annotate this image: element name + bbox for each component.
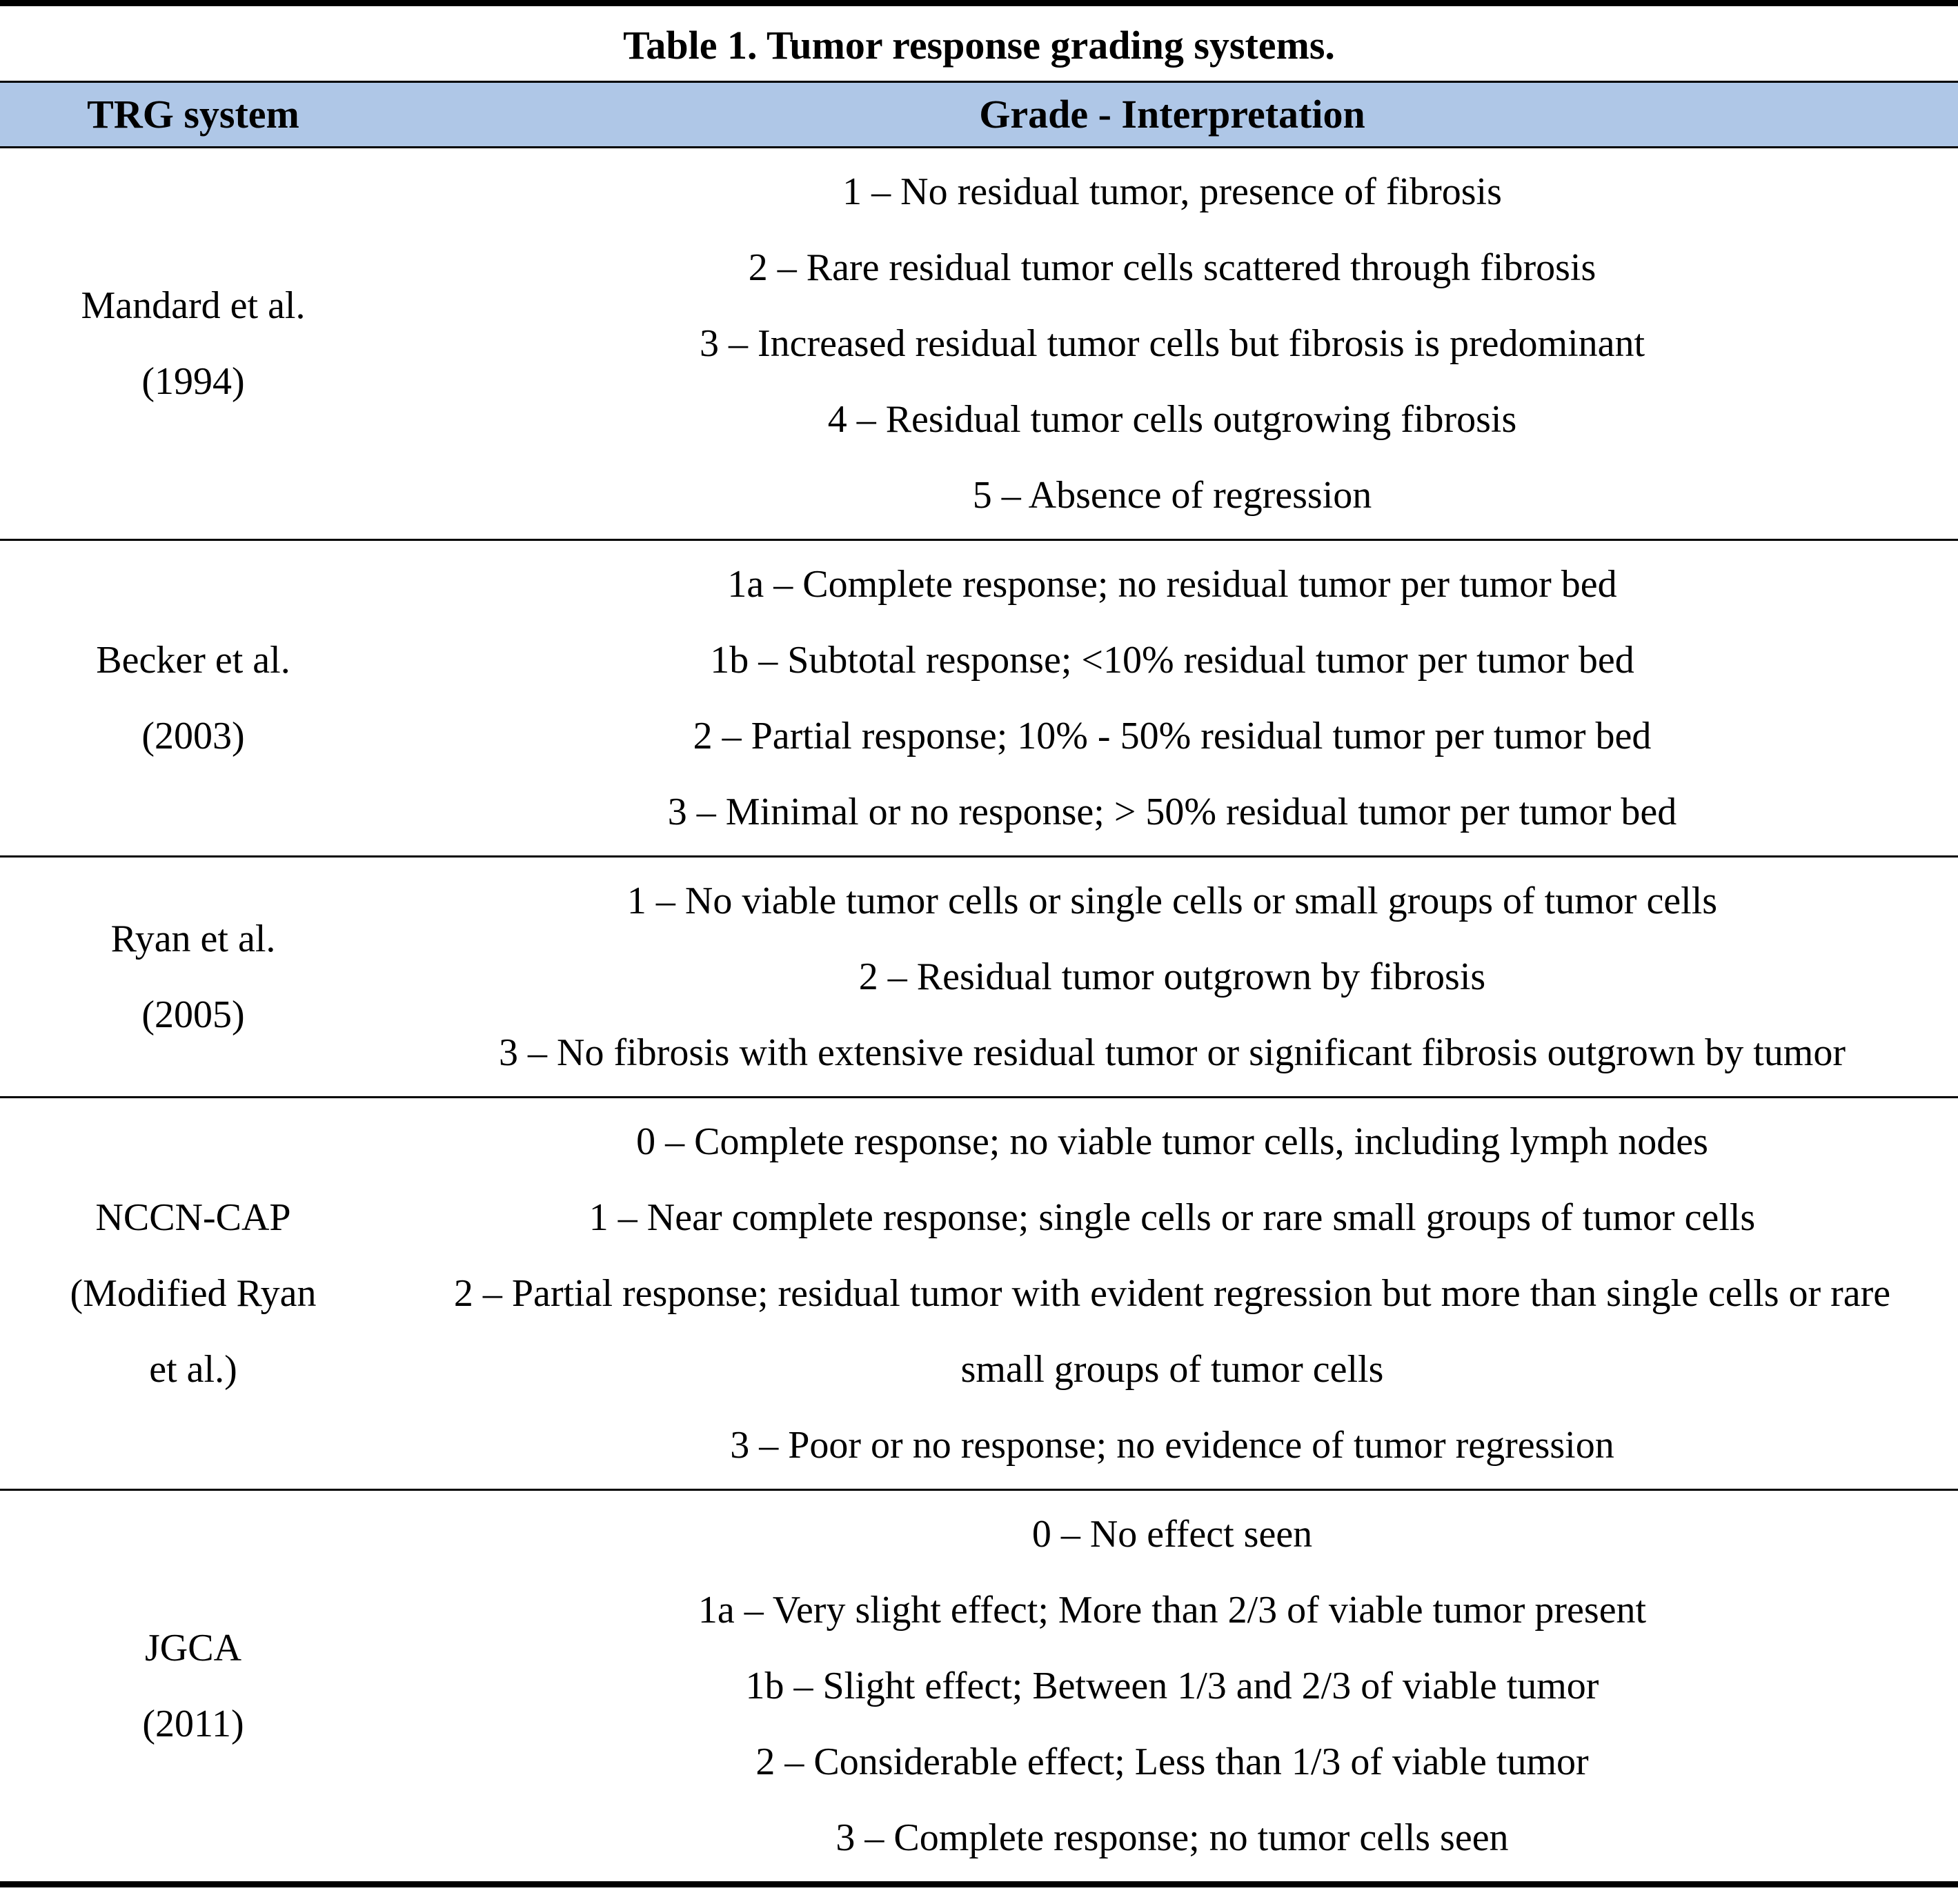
system-line: (2003) [141,715,245,757]
system-line: (2011) [142,1703,244,1745]
grades-cell [386,148,1958,540]
system-cell [0,540,386,857]
grades-cell [386,1098,1958,1490]
grade-line: 1b – Slight effect; Between 1/3 and 2/3 of viable tumor [745,1665,1599,1707]
system-cell [0,857,386,1098]
grade-line: 1 – No viable tumor cells or single cells or small groups of tumor cells [626,880,1718,922]
system-line: Mandard et al. [81,284,306,327]
table-row [0,148,1958,540]
grades-cell [386,1490,1958,1885]
table-row [0,1098,1958,1490]
column-header-trg-system: TRG system [0,82,386,148]
system-line: Becker et al. [96,639,290,682]
system-line: NCCN-CAP [95,1196,291,1239]
system-line: et al.) [149,1348,237,1391]
system-cell [0,1490,386,1885]
grade-line: 0 – Complete response; no viable tumor cells, including lymph nodes [636,1120,1708,1163]
grade-line: 1a – Complete response; no residual tumor per tumor bed [727,563,1617,606]
grades-cell [386,857,1958,1098]
grade-line: 2 – Partial response; residual tumor with evident regression but more than single cells or rare small groups of tumor cells [453,1272,1891,1391]
grade-line: 2 – Considerable effect; Less than 1/3 of viable tumor [755,1741,1589,1783]
system-line: JGCA [144,1627,242,1669]
grade-line: 1 – Near complete response; single cells or rare small groups of tumor cells [589,1196,1756,1239]
system-line: (2005) [141,993,245,1036]
grade-line: 3 – Increased residual tumor cells but fibrosis is predominant [699,322,1645,365]
system-line: (1994) [141,360,245,403]
table-row [0,857,1958,1098]
column-header-grade-interpretation: Grade - Interpretation [386,82,1958,148]
grades-cell [386,540,1958,857]
table-title-row [0,3,1958,82]
system-line: Ryan et al. [110,918,276,960]
table-title: Table 1. Tumor response grading systems. [0,3,1958,82]
system-cell [0,1098,386,1490]
grade-line: 1a – Very slight effect; More than 2/3 of viable tumor present [698,1589,1647,1632]
table-row [0,540,1958,857]
grade-line: 2 – Residual tumor outgrown by fibrosis [858,955,1486,998]
grade-line: 3 – Poor or no response; no evidence of tumor regression [730,1424,1614,1467]
grade-line: 3 – Minimal or no response; > 50% residual tumor per tumor bed [667,791,1677,833]
grade-line: 3 – Complete response; no tumor cells seen [835,1816,1509,1859]
table-body [0,148,1958,1885]
grade-line: 2 – Partial response; 10% - 50% residual tumor per tumor bed [693,715,1652,757]
grade-line: 1 – No residual tumor, presence of fibrosis [842,170,1502,213]
grade-line: 1b – Subtotal response; <10% residual tumor per tumor bed [710,639,1634,682]
system-cell [0,148,386,540]
table-row [0,1490,1958,1885]
grade-line: 0 – No effect seen [1031,1513,1313,1556]
system-line: (Modified Ryan [70,1272,317,1315]
grade-line: 4 – Residual tumor cells outgrowing fibrosis [827,398,1517,441]
grade-line: 5 – Absence of regression [972,474,1372,517]
grade-line: 2 – Rare residual tumor cells scattered through fibrosis [748,246,1596,289]
grade-line: 3 – No fibrosis with extensive residual tumor or significant fibrosis outgrown by tumor [499,1031,1846,1074]
table-header-row [0,82,1958,148]
